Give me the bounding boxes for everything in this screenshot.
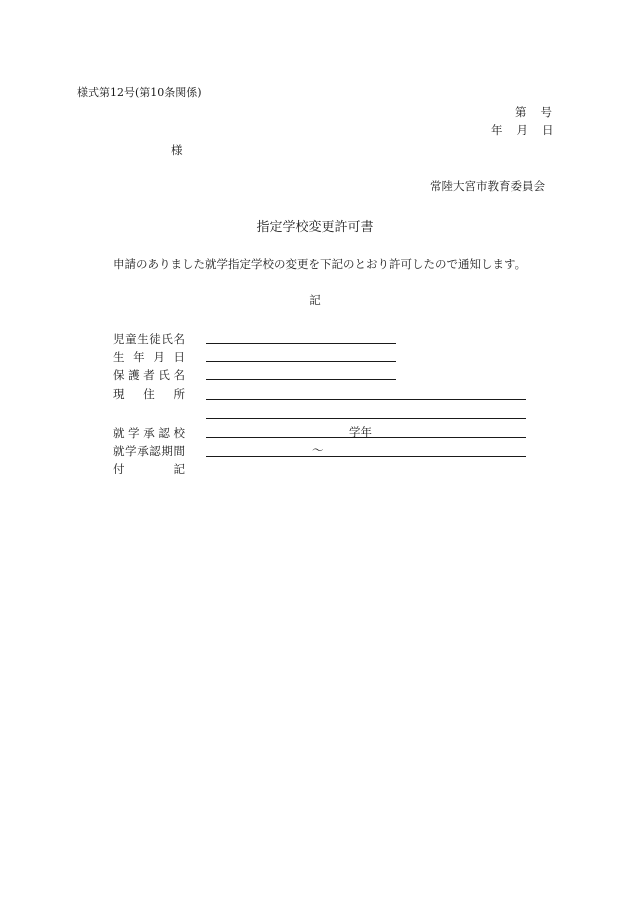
label-char: 徒 — [149, 332, 161, 346]
approved-period-line[interactable] — [206, 456, 526, 457]
label-char: 期 — [161, 444, 173, 458]
addressee-suffix: 様 — [171, 143, 183, 157]
date-month: 月 — [516, 123, 528, 137]
label-char: 校 — [173, 426, 185, 440]
guardian-name-line[interactable] — [206, 379, 396, 380]
label-char: 記 — [173, 462, 185, 476]
label-char: 承 — [143, 426, 155, 440]
label-student-name — [113, 331, 185, 347]
label-char: 間 — [173, 444, 185, 458]
label-char: 就 — [113, 444, 125, 458]
date-year: 年 — [491, 123, 503, 137]
label-char: 日 — [173, 350, 185, 364]
document-title: 指定学校変更許可書 — [256, 220, 374, 235]
label-approved-period — [113, 443, 185, 459]
label-char: 氏 — [158, 368, 170, 382]
label-note — [113, 461, 185, 477]
issuer-name: 常陸大宮市教育委員会 — [430, 179, 545, 193]
approved-school-line[interactable] — [206, 437, 526, 438]
period-tilde: ～ — [312, 443, 324, 457]
label-birth-date — [113, 349, 185, 365]
form-number: 様式第12号(第10条関係) — [77, 86, 202, 99]
label-char: 学 — [125, 444, 137, 458]
document-number-line — [515, 104, 552, 120]
label-char: 就 — [113, 426, 125, 440]
label-approved-school — [113, 425, 185, 441]
label-char: 童 — [125, 332, 137, 346]
date-day: 日 — [542, 123, 554, 137]
label-address — [113, 386, 185, 402]
label-char: 名 — [173, 332, 185, 346]
label-char: 認 — [149, 444, 161, 458]
address-line-2[interactable] — [206, 418, 526, 419]
address-line-1[interactable] — [206, 399, 526, 400]
school-grade-text: 学年 — [349, 425, 372, 439]
label-char: 現 — [113, 387, 125, 401]
birth-date-line[interactable] — [206, 361, 396, 362]
label-char: 年 — [133, 350, 145, 364]
label-char: 保 — [113, 368, 125, 382]
issue-date-line — [491, 122, 554, 138]
label-char: 学 — [128, 426, 140, 440]
number-go: 号 — [540, 105, 552, 119]
label-char: 生 — [113, 350, 125, 364]
student-name-line[interactable] — [206, 343, 396, 344]
label-char: 生 — [137, 332, 149, 346]
body-text: 申請のありました就学指定学校の変更を下記のとおり許可したので通知します。 — [113, 257, 527, 271]
label-char: 月 — [153, 350, 165, 364]
label-char: 名 — [173, 368, 185, 382]
label-char: 承 — [137, 444, 149, 458]
label-char: 氏 — [161, 332, 173, 346]
label-char: 所 — [173, 387, 185, 401]
label-char: 付 — [113, 462, 125, 476]
label-char: 認 — [158, 426, 170, 440]
number-dai: 第 — [515, 105, 527, 119]
label-char: 者 — [143, 368, 155, 382]
ki-heading: 記 — [309, 293, 321, 307]
label-guardian-name — [113, 367, 185, 383]
label-char: 住 — [143, 387, 155, 401]
label-char: 護 — [128, 368, 140, 382]
label-char: 児 — [113, 332, 125, 346]
